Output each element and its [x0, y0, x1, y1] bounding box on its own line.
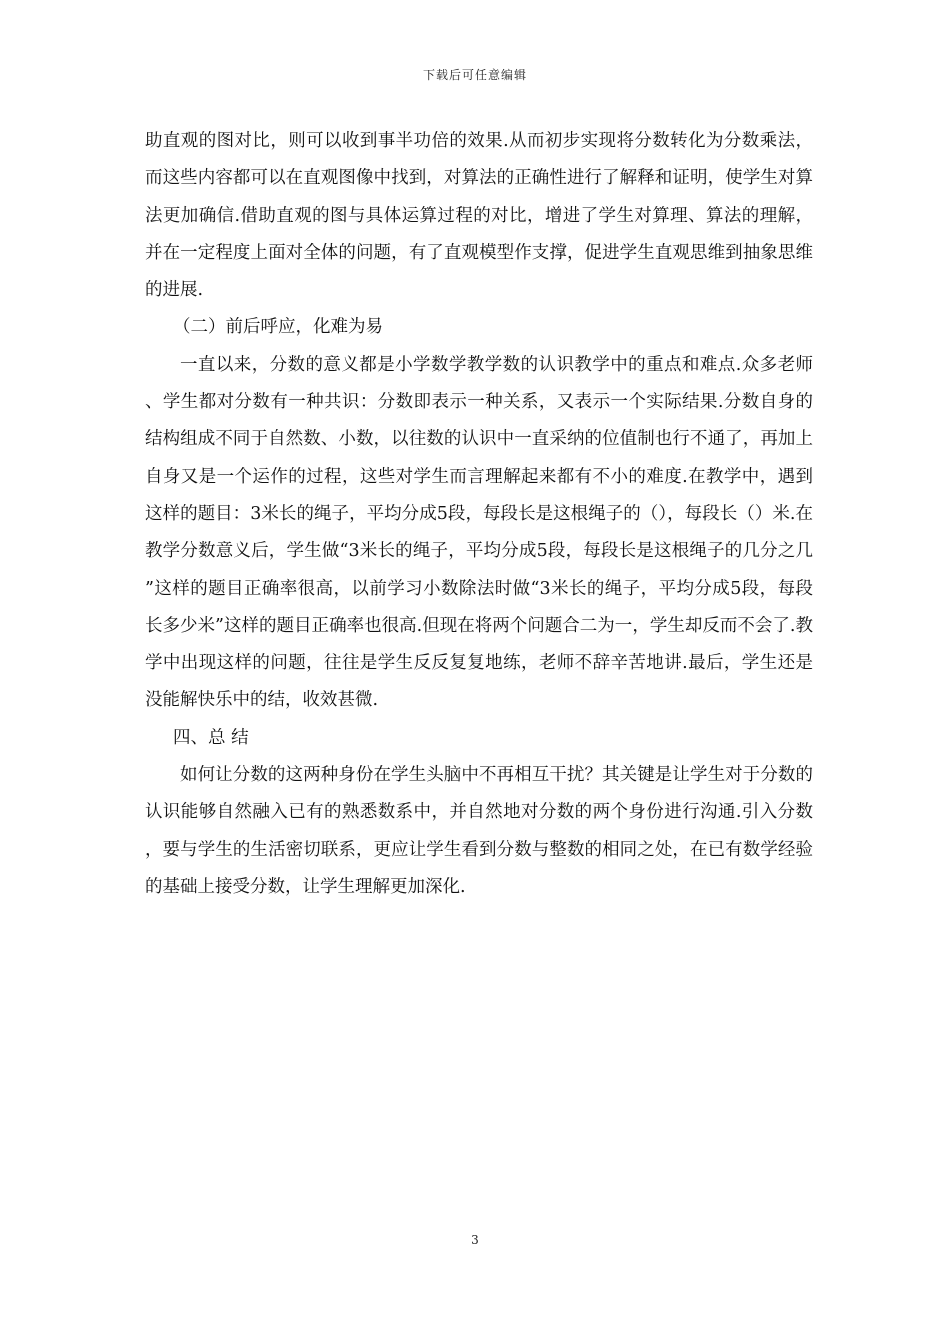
document-body	[145, 123, 813, 906]
paragraph-fraction-meaning: 一直以来，分数的意义都是小学数学教学数的认识教学中的重点和难点.众多老师、学生都对分数有一种共识：分数即表示一种关系，又表示一个实际结果.分数自身的结构组成不同于自然数、小数，以往数的认识中一直采纳的位值制也行不通了，再加上自身又是一个运作的过程，这些对学生而言理解起来都有不小的难度.在教学中，遇到这样的题目：3米长的绳子，平均分成5段，每段长是这根绳子的（），每段长（）米.在教学分数意义后，学生做“3米长的绳子，平均分成5段，每段长是这根绳子的几分之几”这样的题目正确率很高，以前学习小数除法时做“3米长的绳子，平均分成5段，每段长多少米”这样的题目正确率也很高.但现在将两个问题合二为一，学生却反而不会了.教学中出现这样的问题，往往是学生反反复复地练，老师不辞辛苦地讲.最后，学生还是没能解快乐中的结，收效甚微.	[145, 354, 813, 711]
section-heading-qianhou: （二）前后呼应，化难为易	[173, 317, 383, 338]
page-header: 下载后可任意编辑	[422, 68, 527, 82]
page-number: 3	[471, 1233, 479, 1247]
section-heading-summary: 四、总 结	[173, 727, 249, 748]
paragraph-summary: 如何让分数的这两种身份在学生头脑中不再相互干扰？其关键是让学生对于分数的认识能够自然融入已有的熟悉数系中，并自然地对分数的两个身份进行沟通.引入分数，要与学生的生活密切联系，更应让学生看到分数与整数的相同之处，在已有数学经验的基础上接受分数，让学生理解更加深化.	[145, 765, 813, 897]
paragraph-continuation: 助直观的图对比，则可以收到事半功倍的效果.从而初步实现将分数转化为分数乘法，而这些内容都可以在直观图像中找到，对算法的正确性进行了解释和证明，使学生对算法更加确信.借助直观的图与具体运算过程的对比，增进了学生对算理、算法的理解，并在一定程度上面对全体的问题，有了直观模型作支撑，促进学生直观思维到抽象思维的进展.	[145, 131, 813, 301]
